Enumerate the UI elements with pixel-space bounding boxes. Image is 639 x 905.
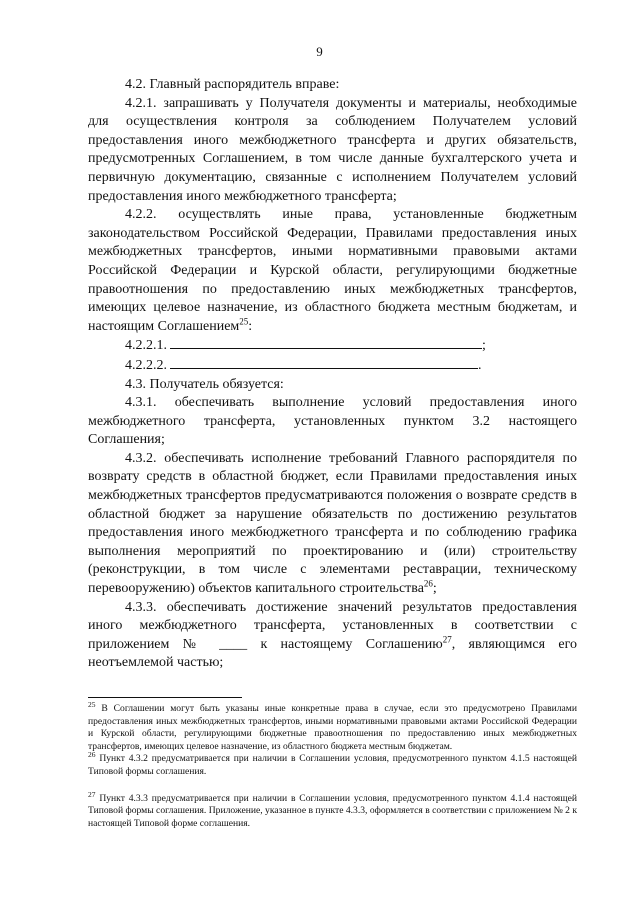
paragraph-4-3-3-end: , являющимся его неотъемлемой частью; [88, 636, 577, 671]
paragraph-4-2-2 [88, 206, 577, 336]
item-label: 4.2.2.2. [125, 357, 167, 373]
item-end: . [478, 357, 482, 373]
blank-line [170, 336, 482, 349]
paragraph-4-2-2-1 [88, 336, 577, 356]
paragraph-4-3-2 [88, 450, 577, 599]
footnote-separator [88, 697, 242, 698]
paragraph-4-2-2-end: : [248, 318, 253, 334]
footnote-ref-25[interactable]: 25 [239, 316, 249, 327]
paragraph-4-3: 4.3. Получатель обязуется: [125, 376, 284, 392]
footnotes [88, 699, 577, 830]
footnote-text: Пункт 4.3.3 предусматривается при наличии в Соглашении условия, предусмотренного пунктом 4.1.4 настоящей Типовой формы соглашения. Приложение, указанное в пункте 4.3.3, оформляется в соответствии с приложением № 2 к настоящей Типовой форме соглашения. [88, 792, 577, 829]
footnote-27 [88, 789, 577, 831]
footnote-ref-26[interactable]: 26 [423, 578, 433, 589]
paragraph-4-2-1: 4.2.1. запрашивать у Получателя документы и материалы, необходимые для осуществления контроля за соблюдением Получателем условий предоставления иного межбюджетного трансферта и других обязательств, предусмотренных Соглашением, в том числе данные бухгалтерского учета и первичную документацию, связанные с исполнением Получателем условий предоставления иного межбюджетного трансферта; [88, 95, 577, 204]
paragraph-4-3-3 [88, 599, 577, 673]
document-body [88, 76, 577, 673]
footnote-number: 27 [88, 789, 96, 799]
paragraph-4-3-2-end: ; [432, 581, 437, 597]
footnote-25 [88, 699, 577, 753]
paragraph-4-2-2-text: 4.2.2. осуществлять иные права, установленные бюджетным законодательством Российской Федерации, Правилами предоставления иных межбюджетных трансфертов, иными нормативными правовыми актами Российской Федерации и Курской области, регулирующими бюджетные правоотношения по предоставлению иных межбюджетных трансфертов, имеющих целевое назначение, из областного бюджета местным бюджетам, и настоящим Соглашением [88, 207, 577, 334]
paragraph-4-2: 4.2. Главный распорядитель вправе: [125, 77, 340, 92]
footnote-text: Пункт 4.3.2 предусматривается при наличии в Соглашении условия, предусмотренного пунктом 4.1.5 настоящей Типовой формы соглашения. [88, 753, 577, 777]
blank-line [170, 356, 478, 369]
footnote-ref-27[interactable]: 27 [442, 634, 452, 645]
footnote-number: 26 [88, 750, 96, 760]
footnote-26 [88, 750, 577, 778]
paragraph-4-3-3-text: 4.3.3. обеспечивать достижение значений результатов предоставления иного межбюджетного трансферта, установленных в соответствии с приложением № ____ к настоящему Соглашению [88, 599, 577, 652]
paragraph-4-3-2-text: 4.3.2. обеспечивать исполнение требований Главного распорядителя по возврату средств в областной бюджет, если Правилами предоставления иных межбюджетных трансфертов предусматриваются положения о возврате средств в областной бюджет за нарушение обязательств по достижению результатов предоставления иного межбюджетного трансферта и по соблюдению графика выполнения мероприятий по проектированию и (или) строительству (реконструкции, в том числе с элементами реставрации, техническому перевооружению) объектов капитального строительства [88, 450, 577, 597]
paragraph-4-3-1: 4.3.1. обеспечивать выполнение условий предоставления иного межбюджетного трансферта, установленных пунктом 3.2 настоящего Соглашения; [88, 395, 577, 448]
item-label: 4.2.2.1. [125, 338, 167, 354]
paragraph-4-2-2-2 [88, 356, 577, 376]
page-number: 9 [316, 44, 323, 59]
footnote-text: В Соглашении могут быть указаны иные конкретные права в случае, если это предусмотрено Правилами предоставления иных межбюджетных трансфертов, иными нормативными правовыми актами Российской Федерации и Курской области, регулирующими бюджетные правоотношения по предоставлению иных межбюджетных трансфертов, имеющих целевое назначение, из областного бюджета местным бюджетам. [88, 703, 577, 752]
item-end: ; [482, 338, 486, 354]
footnote-number: 25 [88, 699, 96, 709]
